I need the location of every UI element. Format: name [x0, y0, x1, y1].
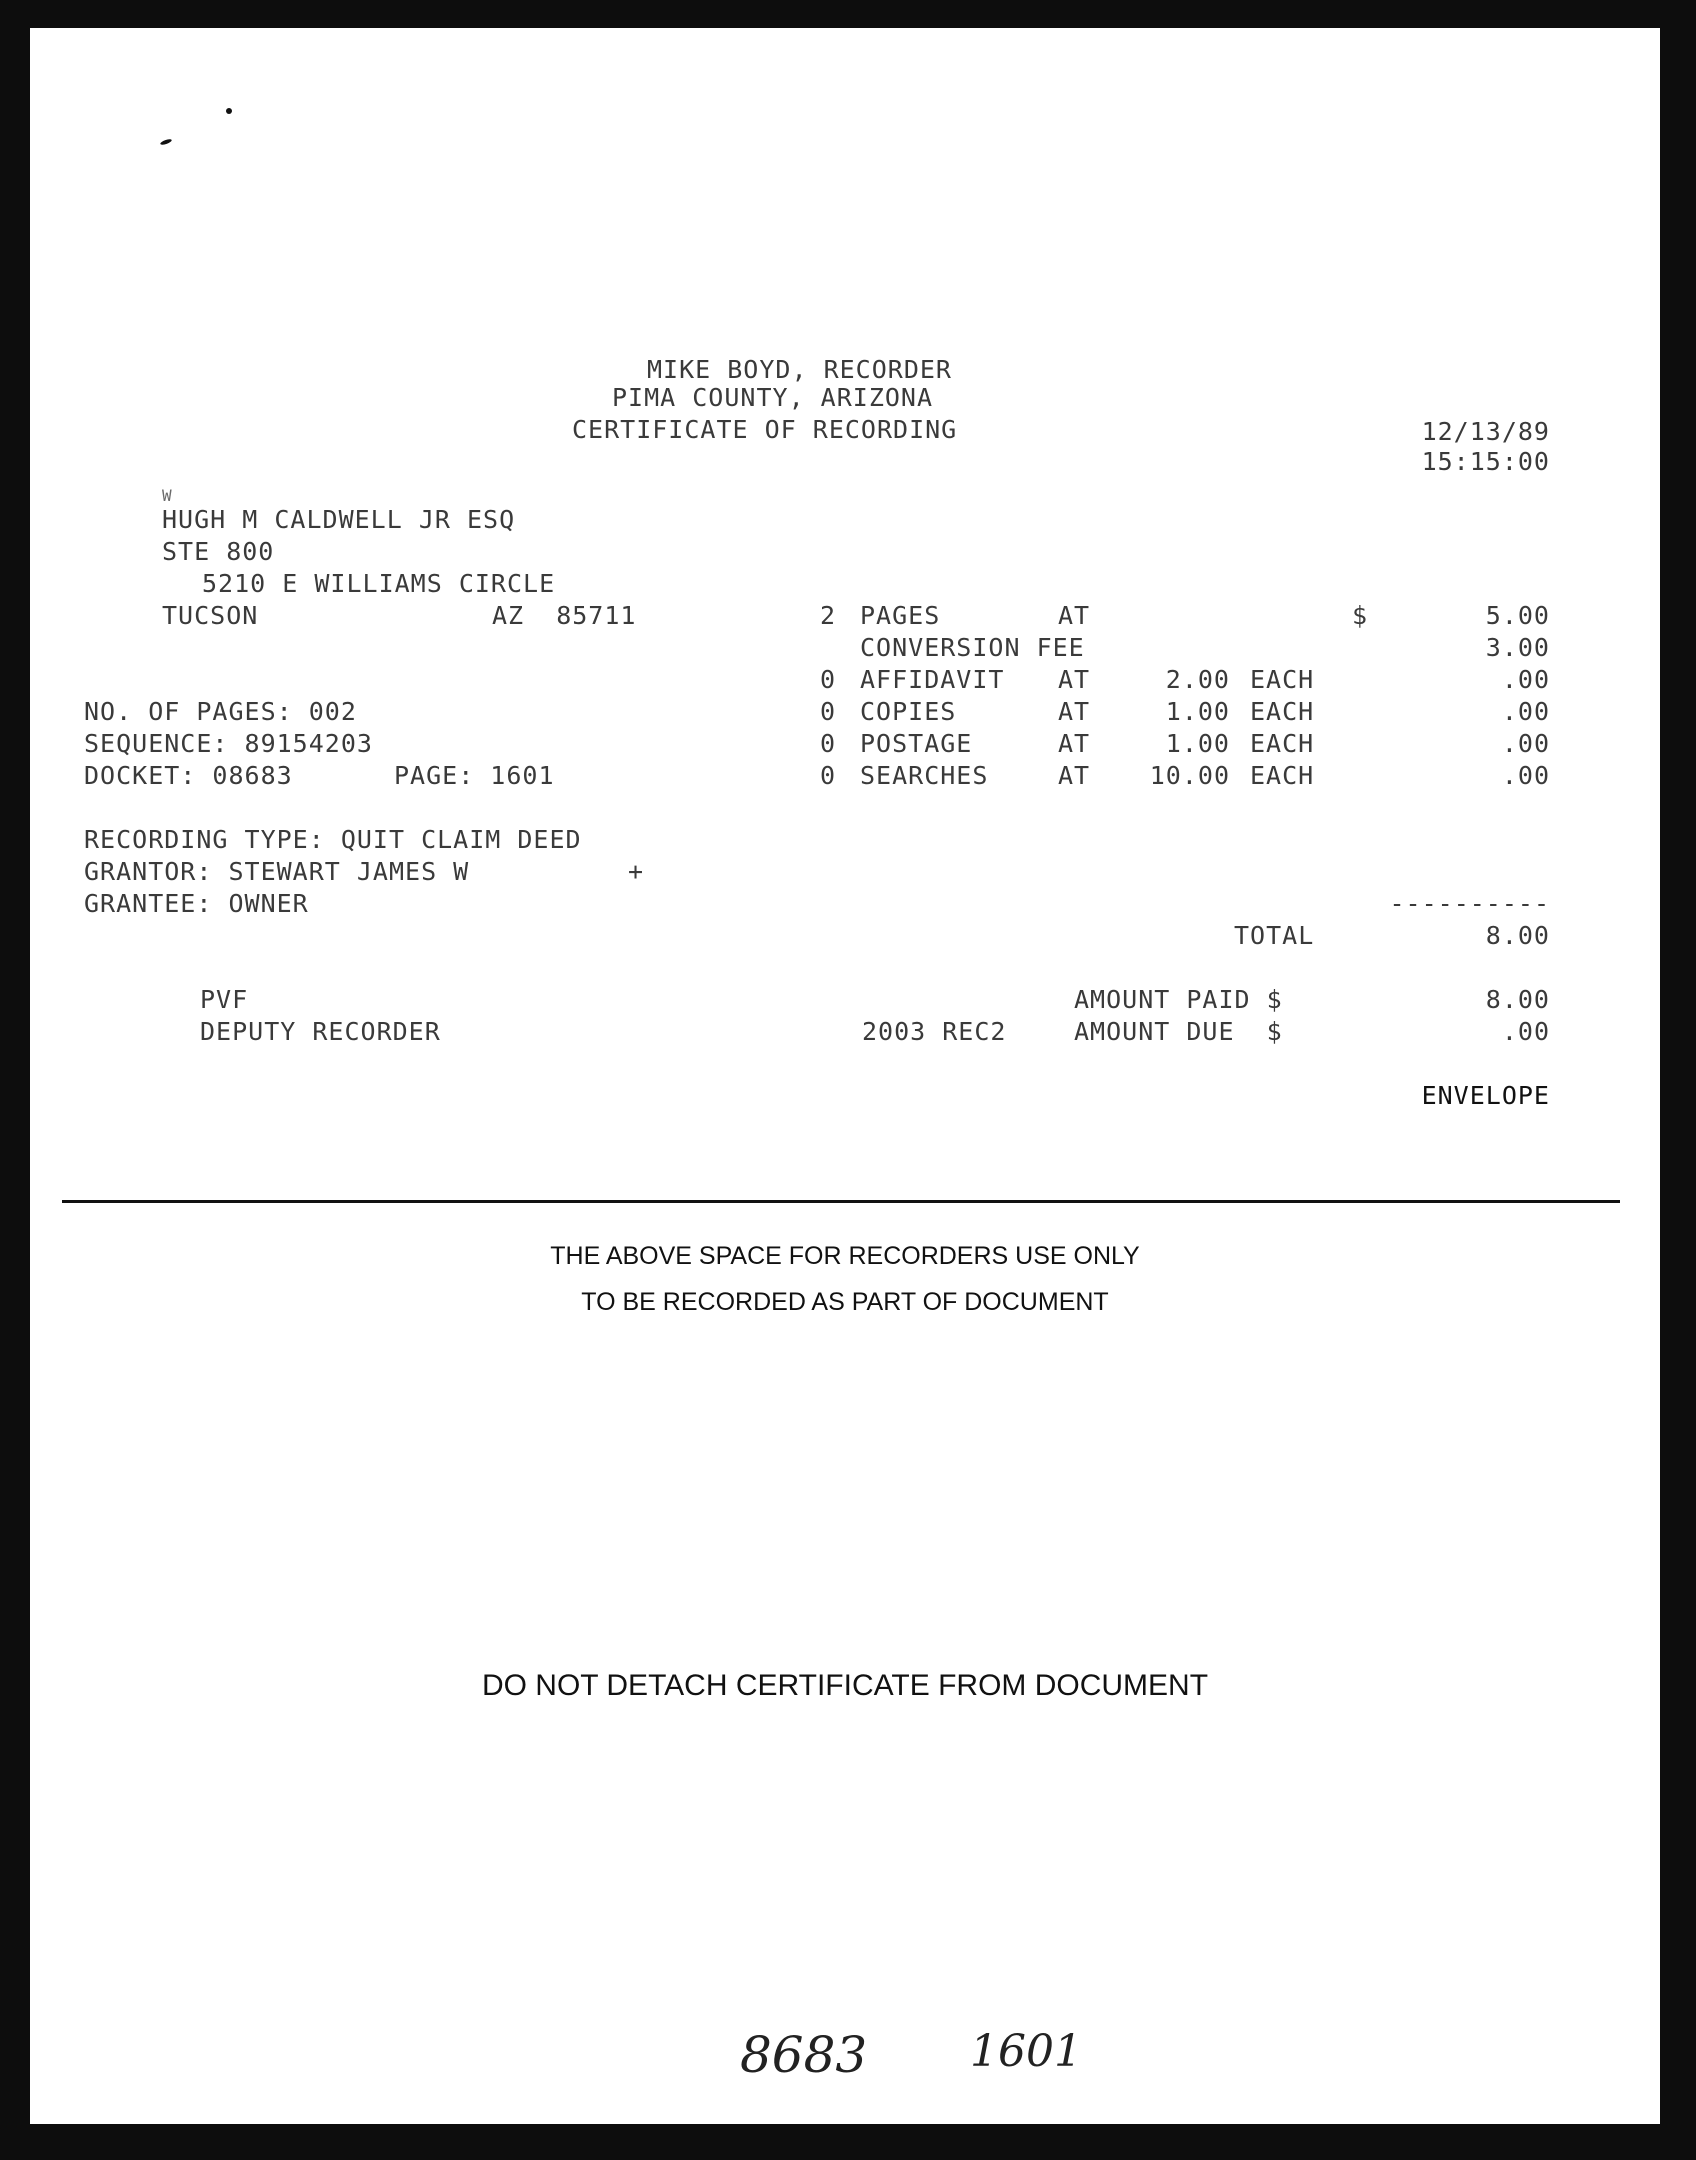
county-name: PIMA COUNTY, ARIZONA [612, 383, 934, 412]
addressee-city: TUCSON [162, 601, 259, 630]
fee-item: POSTAGE [860, 729, 973, 758]
amount-due: .00 [1501, 1017, 1550, 1046]
addressee-suite: STE 800 [162, 537, 275, 566]
fee-rate: 1.00 [1165, 729, 1230, 758]
grantee: GRANTEE: OWNER [84, 889, 309, 918]
fee-at: AT [1058, 601, 1091, 630]
page-number: PAGE: 1601 [394, 761, 555, 790]
fee-qty: 0 [820, 665, 837, 694]
fee-at: AT [1058, 761, 1091, 790]
section-divider [62, 1200, 1620, 1203]
ink-speck [160, 138, 173, 146]
recording-time: 15:15:00 [1421, 447, 1550, 476]
fee-item: CONVERSION FEE [860, 633, 1085, 662]
document-page [30, 28, 1660, 2124]
fee-qty: 0 [820, 729, 837, 758]
fee-at: AT [1058, 729, 1091, 758]
fee-each: EACH [1250, 697, 1315, 726]
fee-amount: 3.00 [1485, 633, 1550, 662]
ink-speck [226, 108, 232, 114]
fee-rate: 1.00 [1165, 697, 1230, 726]
amount-paid-label: AMOUNT PAID $ [1074, 985, 1283, 1014]
recording-date: 12/13/89 [1421, 417, 1550, 446]
fee-amount: 5.00 [1485, 601, 1550, 630]
amount-paid: 8.00 [1485, 985, 1550, 1014]
fee-qty: 2 [820, 601, 837, 630]
fee-item: COPIES [860, 697, 957, 726]
do-not-detach-notice: DO NOT DETACH CERTIFICATE FROM DOCUMENT [481, 1669, 1209, 1702]
fee-dollar: $ [1352, 601, 1369, 630]
handwritten-docket: 8683 [740, 2026, 868, 2084]
grantor: GRANTOR: STEWART JAMES W [84, 857, 470, 886]
amount-due-label: AMOUNT DUE $ [1074, 1017, 1283, 1046]
addressee-state-zip: AZ 85711 [492, 601, 637, 630]
addressee-mark: W [162, 486, 173, 505]
clerk-initials: PVF [200, 985, 249, 1014]
fee-each: EACH [1250, 665, 1315, 694]
handwritten-page: 1601 [970, 2026, 1082, 2077]
fee-each: EACH [1250, 729, 1315, 758]
fee-at: AT [1058, 697, 1091, 726]
envelope-label: ENVELOPE [1421, 1081, 1550, 1110]
fee-qty: 0 [820, 761, 837, 790]
fee-at: AT [1058, 665, 1091, 694]
total-amount: 8.00 [1485, 921, 1550, 950]
deputy-recorder: DEPUTY RECORDER [200, 1017, 441, 1046]
page-count: NO. OF PAGES: 002 [84, 697, 357, 726]
certificate-title: CERTIFICATE OF RECORDING [572, 415, 958, 444]
total-separator: ---------- [1389, 889, 1550, 918]
recorders-space-notice: THE ABOVE SPACE FOR RECORDERS USE ONLY [550, 1242, 1140, 1270]
sequence-number: SEQUENCE: 89154203 [84, 729, 373, 758]
fee-qty: 0 [820, 697, 837, 726]
docket-number: DOCKET: 08683 [84, 761, 293, 790]
fee-amount: .00 [1501, 697, 1550, 726]
record-as-part-notice: TO BE RECORDED AS PART OF DOCUMENT [581, 1288, 1109, 1316]
fee-item: SEARCHES [860, 761, 989, 790]
addressee-name: HUGH M CALDWELL JR ESQ [162, 505, 516, 534]
fee-amount: .00 [1501, 729, 1550, 758]
fee-rate: 10.00 [1149, 761, 1230, 790]
fee-item: PAGES [860, 601, 941, 630]
fee-rate: 2.00 [1165, 665, 1230, 694]
total-label: TOTAL [1234, 921, 1315, 950]
fee-item: AFFIDAVIT [860, 665, 1005, 694]
fee-each: EACH [1250, 761, 1315, 790]
fee-amount: .00 [1501, 665, 1550, 694]
fee-amount: .00 [1501, 761, 1550, 790]
addressee-street: 5210 E WILLIAMS CIRCLE [202, 569, 556, 598]
register-id: 2003 REC2 [862, 1017, 1007, 1046]
recorder-name: MIKE BOYD, RECORDER [647, 355, 952, 384]
grantor-mark: + [628, 857, 645, 886]
recording-type: RECORDING TYPE: QUIT CLAIM DEED [84, 825, 582, 854]
